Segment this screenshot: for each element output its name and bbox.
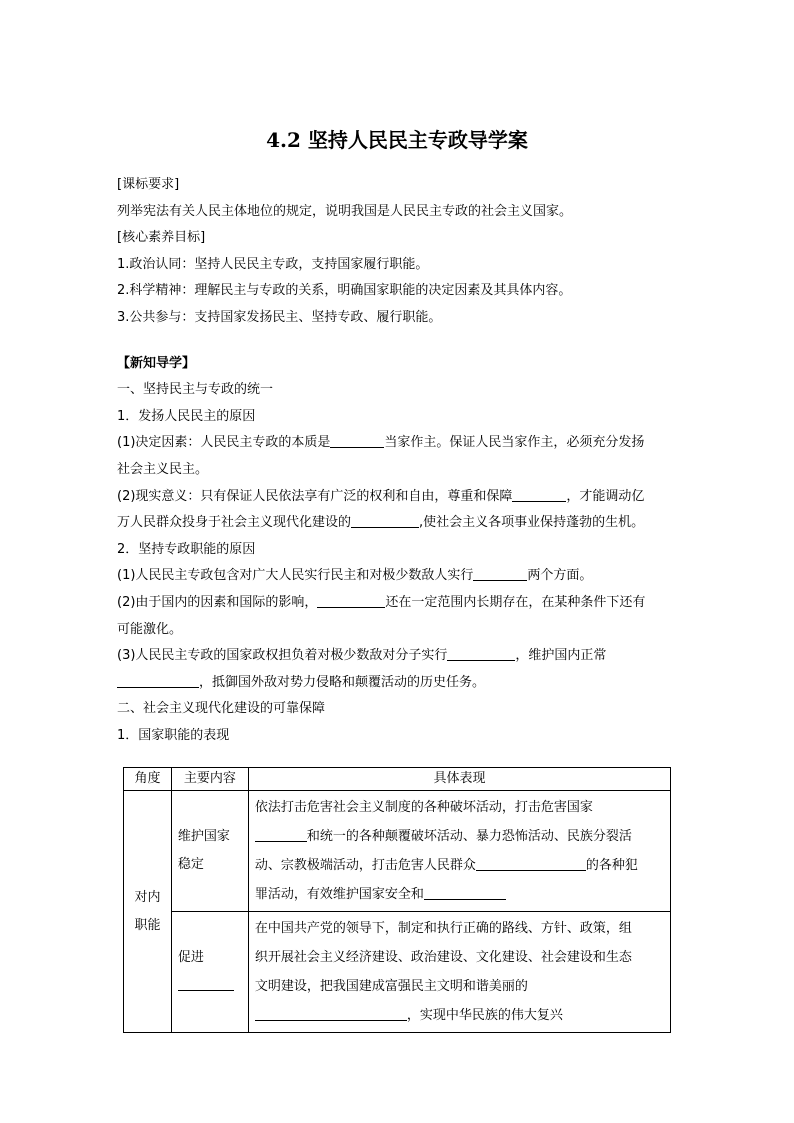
- answer-blank[interactable]: [476, 857, 586, 871]
- paragraph: 万人民群众投身于社会主义现代化建设的 ,使社会主义各项事业保持蓬勃的生机。: [117, 515, 645, 531]
- answer-blank[interactable]: [117, 674, 199, 688]
- table-row: [124, 791, 671, 912]
- answer-blank[interactable]: [255, 1007, 407, 1021]
- answer-blank[interactable]: [178, 977, 234, 991]
- detail-cell: 依法打击危害社会主义制度的各种破坏活动，打击危害国家 和统一的各种颠覆破坏活动、暴力恐怖活动、民族分裂活 动、宗教极端活动，打击危害人民群众 的各种犯 罪活动，有效维护国家安全和: [248, 791, 670, 912]
- page-title: 4.2 坚持人民民主专政导学案: [266, 128, 528, 152]
- paragraph: (1)决定因素：人民民主专政的本质是 当家作主。保证人民当家作主，必须充分发扬: [117, 435, 645, 451]
- column-header: 角度: [124, 768, 172, 791]
- goal-label: [核心素养目标]: [117, 230, 206, 246]
- answer-blank[interactable]: [255, 828, 307, 842]
- answer-blank[interactable]: [473, 567, 527, 581]
- content-cell: 促进: [171, 912, 248, 1033]
- column-header: 主要内容: [171, 768, 248, 791]
- answer-blank[interactable]: [512, 488, 566, 502]
- paragraph: 社会主义民主。: [117, 461, 209, 477]
- answer-blank[interactable]: [424, 886, 506, 900]
- requirement-label: [课标要求]: [117, 177, 180, 192]
- answer-blank[interactable]: [447, 647, 515, 661]
- section-heading: 二、社会主义现代化建设的可靠保障: [117, 701, 326, 717]
- requirement-text: 列举宪法有关人民主体地位的规定，说明我国是人民民主专政的社会主义国家。: [117, 203, 573, 219]
- answer-blank[interactable]: [330, 434, 384, 448]
- paragraph: (2)由于国内的因素和国际的影响， 还在一定范围内长期存在，在某种条件下还有: [117, 594, 646, 610]
- detail-cell: 在中国共产党的领导下，制定和执行正确的路线、方针、政策，组 织开展社会主义经济建设、政治建设、文化建设、社会建设和生态 文明建设，把我国建成富强民主文明和谐美丽的 ，实现中华民族的伟大复兴: [248, 912, 670, 1033]
- answer-blank[interactable]: [351, 514, 419, 528]
- state-function-table: [123, 767, 671, 1033]
- goal-item: 2.科学精神：理解民主与专政的关系，明确国家职能的决定因素及其具体内容。: [117, 283, 572, 299]
- paragraph: 可能激化。: [117, 621, 183, 637]
- table-row: [124, 912, 671, 1033]
- paragraph: (1)人民民主专政包含对广大人民实行民主和对极少数敌人实行 两个方面。: [117, 568, 593, 584]
- subsection-heading: 2．坚持专政职能的原因: [117, 541, 256, 557]
- section-heading: 一、坚持民主与专政的统一: [117, 382, 274, 398]
- goal-item: 3.公共参与：支持国家发扬民主、坚持专政、履行职能。: [117, 309, 442, 325]
- subsection-heading: 1．国家职能的表现: [117, 727, 230, 743]
- answer-blank[interactable]: [317, 594, 385, 608]
- column-header: 具体表现: [248, 768, 670, 791]
- paragraph: (2)现实意义：只有保证人民依法享有广泛的权利和自由，尊重和保障 ，才能调动亿: [117, 488, 645, 504]
- subsection-heading: 1．发扬人民民主的原因: [117, 408, 256, 424]
- paragraph: (3)人民民主专政的国家政权担负着对极少数敌对分子实行 ，维护国内正常: [117, 648, 607, 664]
- table-header-row: [124, 768, 671, 791]
- content-cell: 维护国家稳定: [171, 791, 248, 912]
- guide-heading: 【新知导学】: [117, 355, 196, 371]
- angle-cell: 对内职能: [124, 791, 172, 1033]
- document-body: [117, 172, 679, 749]
- goal-item: 1.政治认同：坚持人民民主专政，支持国家履行职能。: [117, 256, 429, 272]
- paragraph: ，抵御国外敌对势力侵略和颠覆活动的历史任务。: [117, 670, 679, 697]
